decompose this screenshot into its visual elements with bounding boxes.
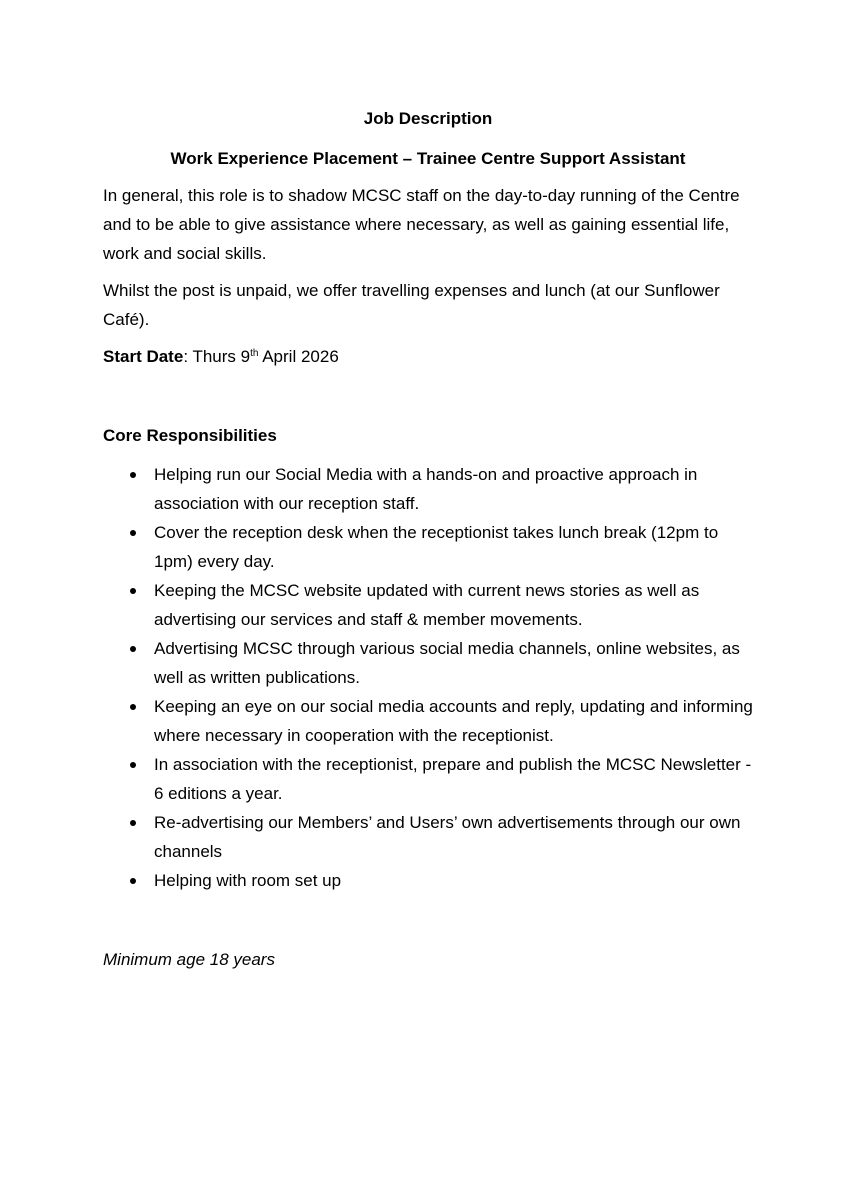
expenses-paragraph: Whilst the post is unpaid, we offer travelling expenses and lunch (at our Sunflower Café). [103,281,720,329]
bullet-icon [130,530,136,536]
start-date-ordinal-suffix: th [250,348,259,359]
bullet-icon [130,820,136,826]
document-title: Job Description [363,109,493,128]
core-responsibilities-heading: Core Responsibilities [103,426,277,445]
list-item [103,518,753,576]
list-item [103,866,753,895]
start-date-line [103,342,753,371]
list-item-text: Helping with room set up [154,871,342,890]
list-item [103,460,753,518]
bullet-icon [130,588,136,594]
bullet-icon [130,704,136,710]
list-item-text: Helping run our Social Media with a hands-on and proactive approach in association with our reception staff. [154,465,698,513]
list-item-text: Advertising MCSC through various social media channels, online websites, as well as written publications. [154,639,740,687]
start-date-value-suffix: April 2026 [258,347,339,366]
core-responsibilities-list [103,460,753,895]
list-item-text: Re-advertising our Members’ and Users’ own advertisements through our own channels [154,813,741,861]
bullet-icon [130,878,136,884]
list-item-text: Keeping an eye on our social media accounts and reply, updating and informing where necessary in cooperation with the receptionist. [154,697,753,745]
bullet-icon [130,762,136,768]
list-item [103,692,753,750]
minimum-age-note: Minimum age 18 years [103,950,275,969]
document-subtitle: Work Experience Placement – Trainee Centre Support Assistant [170,149,686,168]
intro-paragraph: In general, this role is to shadow MCSC staff on the day-to-day running of the Centre and to be able to give assistance where necessary, as well as gaining essential life, work and social skills. [103,186,740,263]
list-item-text: Cover the reception desk when the receptionist takes lunch break (12pm to 1pm) every day. [154,523,719,571]
list-item [103,750,753,808]
bullet-icon [130,472,136,478]
list-item [103,576,753,634]
start-date-label: Start Date [103,347,184,366]
list-item [103,634,753,692]
bullet-icon [130,646,136,652]
list-item-text: In association with the receptionist, prepare and publish the MCSC Newsletter - 6 editions a year. [154,755,752,803]
start-date-value-prefix: Thurs 9 [192,347,251,366]
start-date-separator: : [183,347,193,366]
document-body [103,104,753,982]
list-item [103,808,753,866]
list-item-text: Keeping the MCSC website updated with current news stories as well as advertising our services and staff & member movements. [154,581,700,629]
